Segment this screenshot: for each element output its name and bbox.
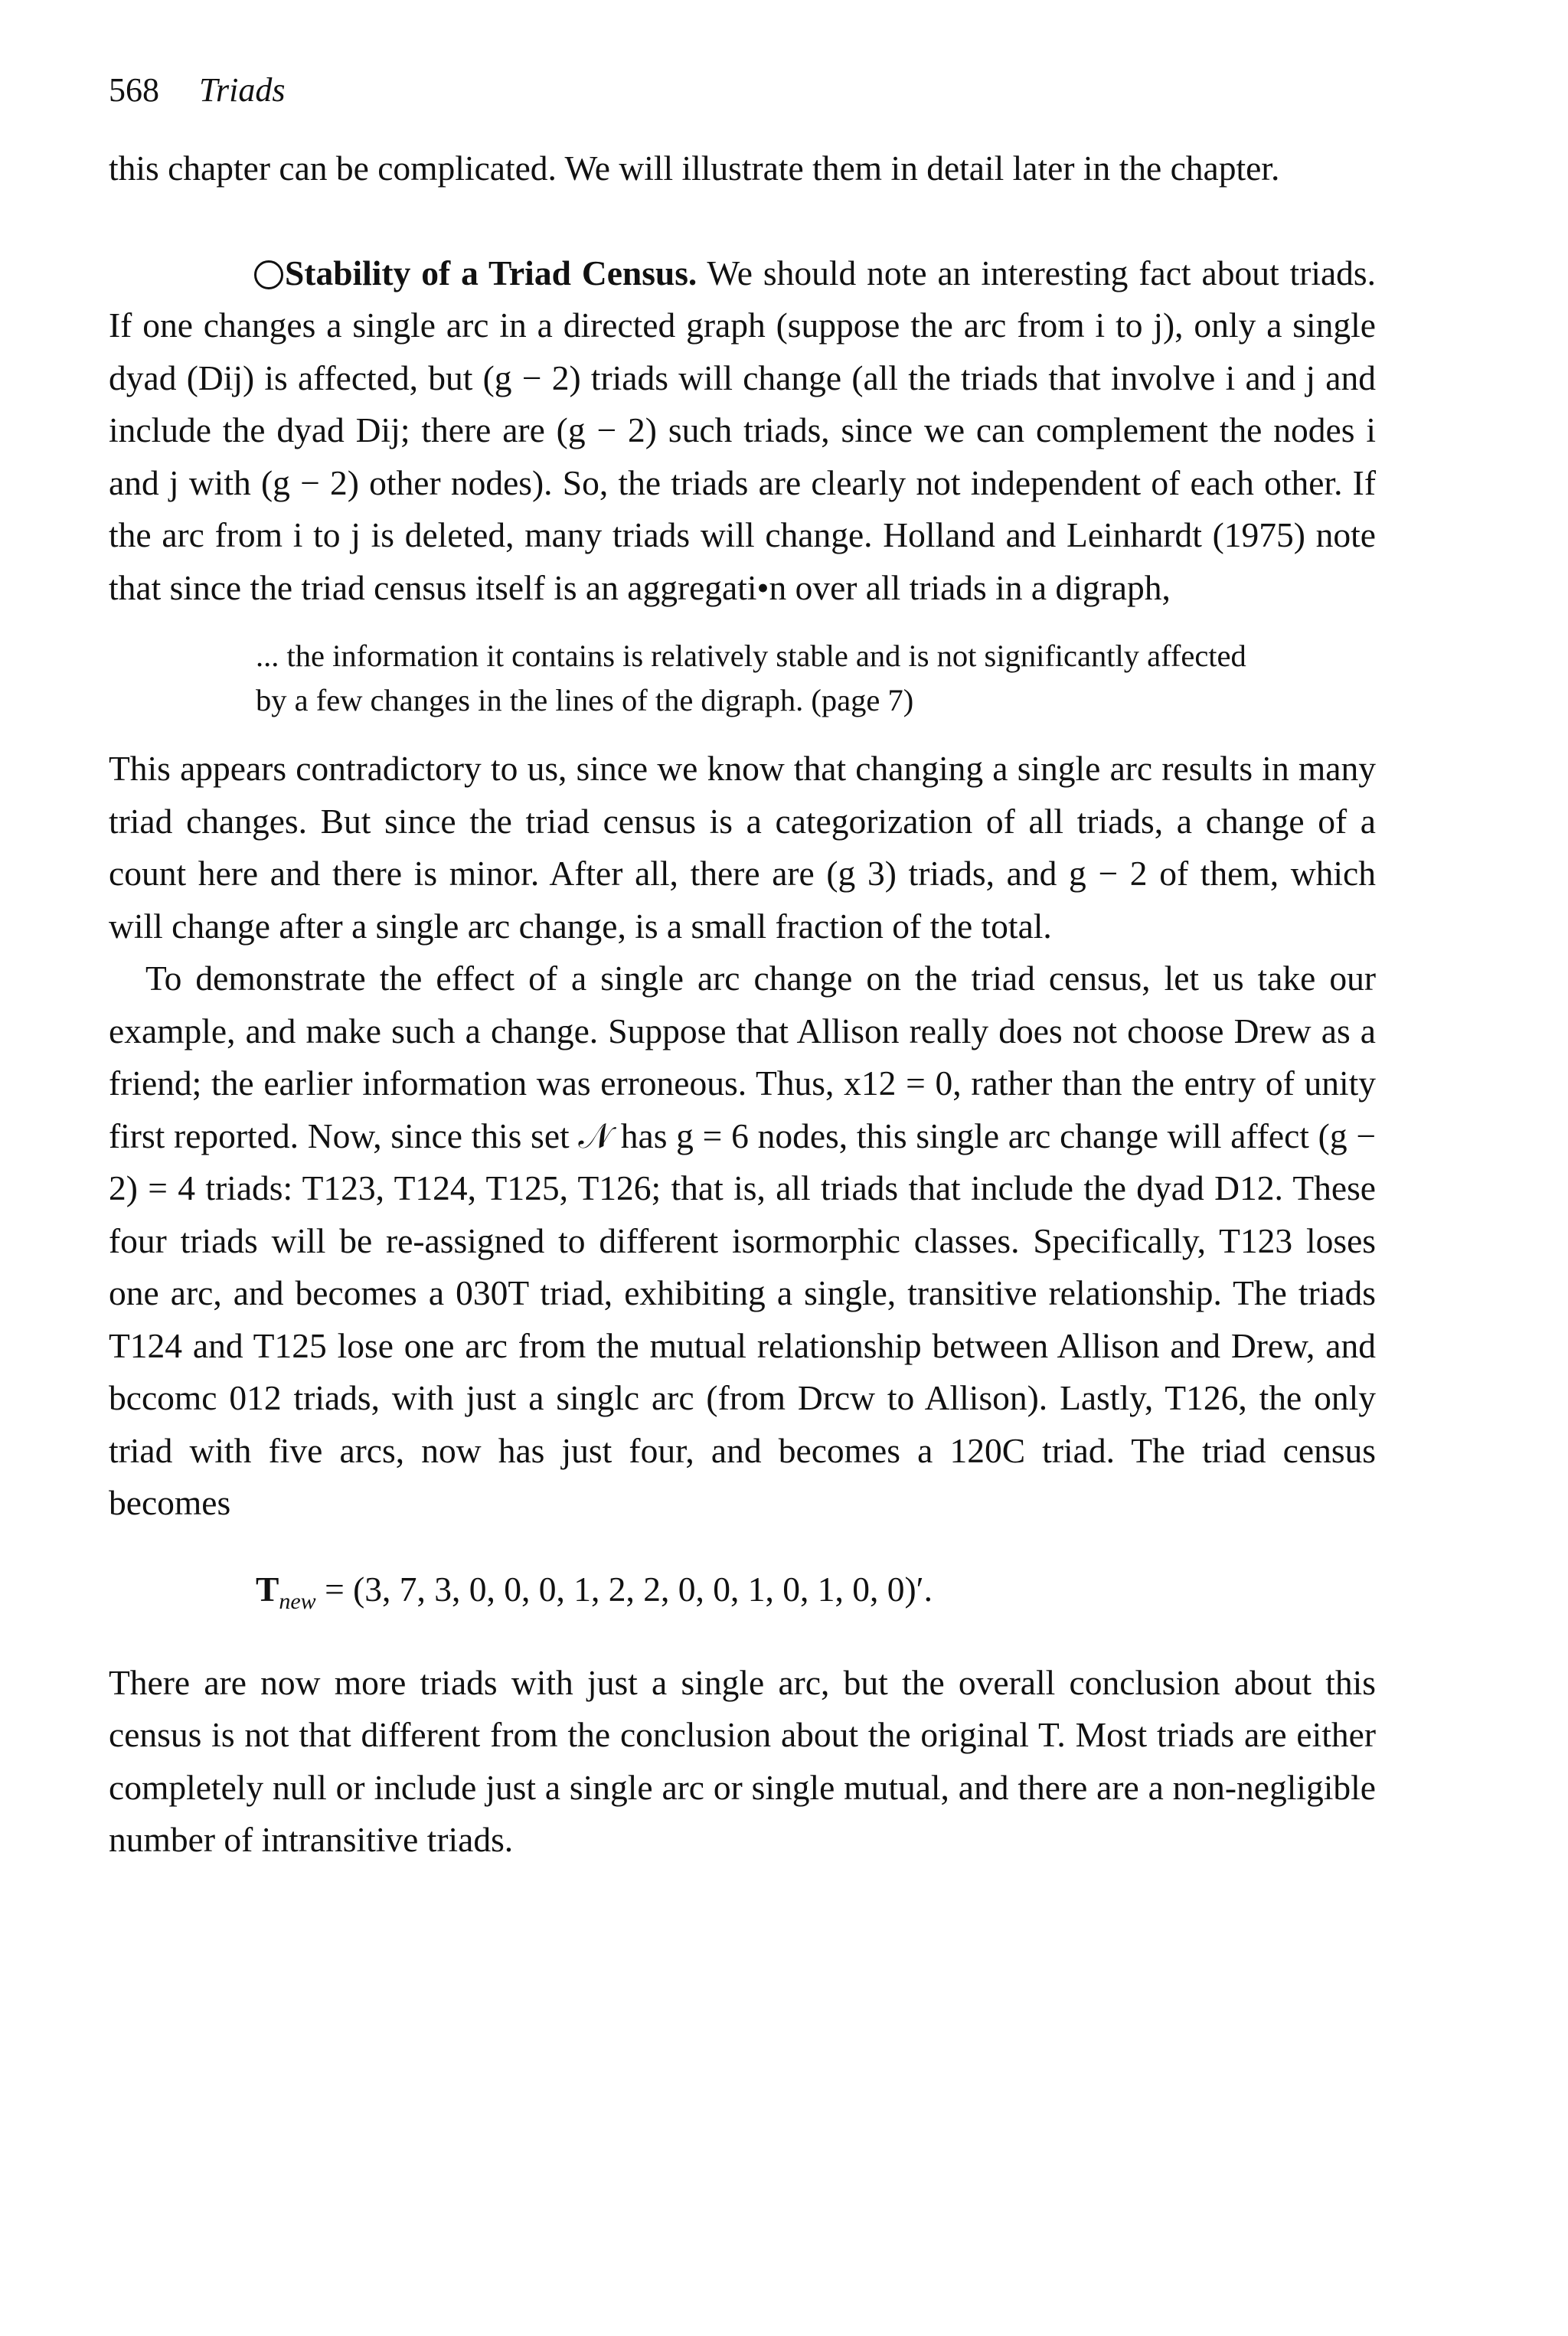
equation-lhs-subscript: new	[279, 1588, 316, 1614]
section-heading: Stability of a Triad Census.	[285, 253, 697, 292]
equation-rhs: = (3, 7, 3, 0, 0, 0, 1, 2, 2, 0, 0, 1, 0, 1, 0, 0)′.	[315, 1569, 933, 1609]
block-quote: ... the information it contains is relatively stable and is not significantly affected by a few changes in the lines of the digraph. (page 7)	[256, 639, 1246, 717]
open-circle-icon	[254, 260, 283, 289]
section-paragraph	[109, 247, 1376, 615]
running-head	[109, 70, 1376, 110]
section-text: We should note an interesting fact about triads. If one changes a single arc in a directed graph (suppose the arc from i to j), only a single dyad (Dij) is affected, but (g − 2) triads will change (all the triads that involve i and j and include the dyad Dij; there are (g − 2) such triads, since we can complement the nodes i and j with (g − 2) other nodes). So, the triads are clearly not independent of each other. If the arc from i to j is deleted, many triads will change. Holland and Leinhardt (1975) note that since the triad census itself is an aggregati•n over all triads in a digraph,	[109, 253, 1377, 607]
paragraph-demonstration: To demonstrate the effect of a single arc change on the triad census, let us take our example, and make such a change. Suppose that Allison really does not choose Drew as a friend; the earlier information was erroneous. Thus, x12 = 0, rather than the entry of unity first reported. Now, since this set 𝒩 has g = 6 nodes, this single arc change will affect (g − 2) = 4 triads: T123, T124, T125, T126; that is, all triads that include the dyad D12. These four triads will be re-assigned to different isormorphic classes. Specifically, T123 loses one arc, and becomes a 030T triad, exhibiting a single, transitive relationship. The triads T124 and T125 lose one arc from the mutual relationship between Allison and Drew, and bccomc 012 triads, with just a singlc arc (from Drcw to Allison). Lastly, T126, the only triad with five arcs, now has just four, and becomes a 120C triad. The triad census becomes	[109, 959, 1376, 1522]
equation-new-census	[256, 1562, 1376, 1629]
paragraph-contradictory: This appears contradictory to us, since we know that changing a single arc results in many triad changes. But since the triad census is a categorization of all triads, a change of a count here and there is minor. After all, there are (g 3) triads, and g − 2 of them, which will change after a single arc change, is a small fraction of the total.	[109, 749, 1376, 946]
section-spacer	[109, 195, 1376, 247]
paragraph-continuation: this chapter can be complicated. We will illustrate them in detail later in the chapter.	[109, 149, 1280, 188]
running-title: Triads	[199, 71, 286, 109]
equation-lhs: T	[256, 1569, 279, 1609]
paragraph-conclusion: There are now more triads with just a single arc, but the overall conclusion about this census is not that different from the conclusion about the original T. Most triads are either completely null or include just a single arc or single mutual, and there are a non-negligible number of intransitive triads.	[109, 1662, 1376, 1860]
page	[109, 70, 1376, 1867]
page-number: 568	[109, 71, 159, 109]
